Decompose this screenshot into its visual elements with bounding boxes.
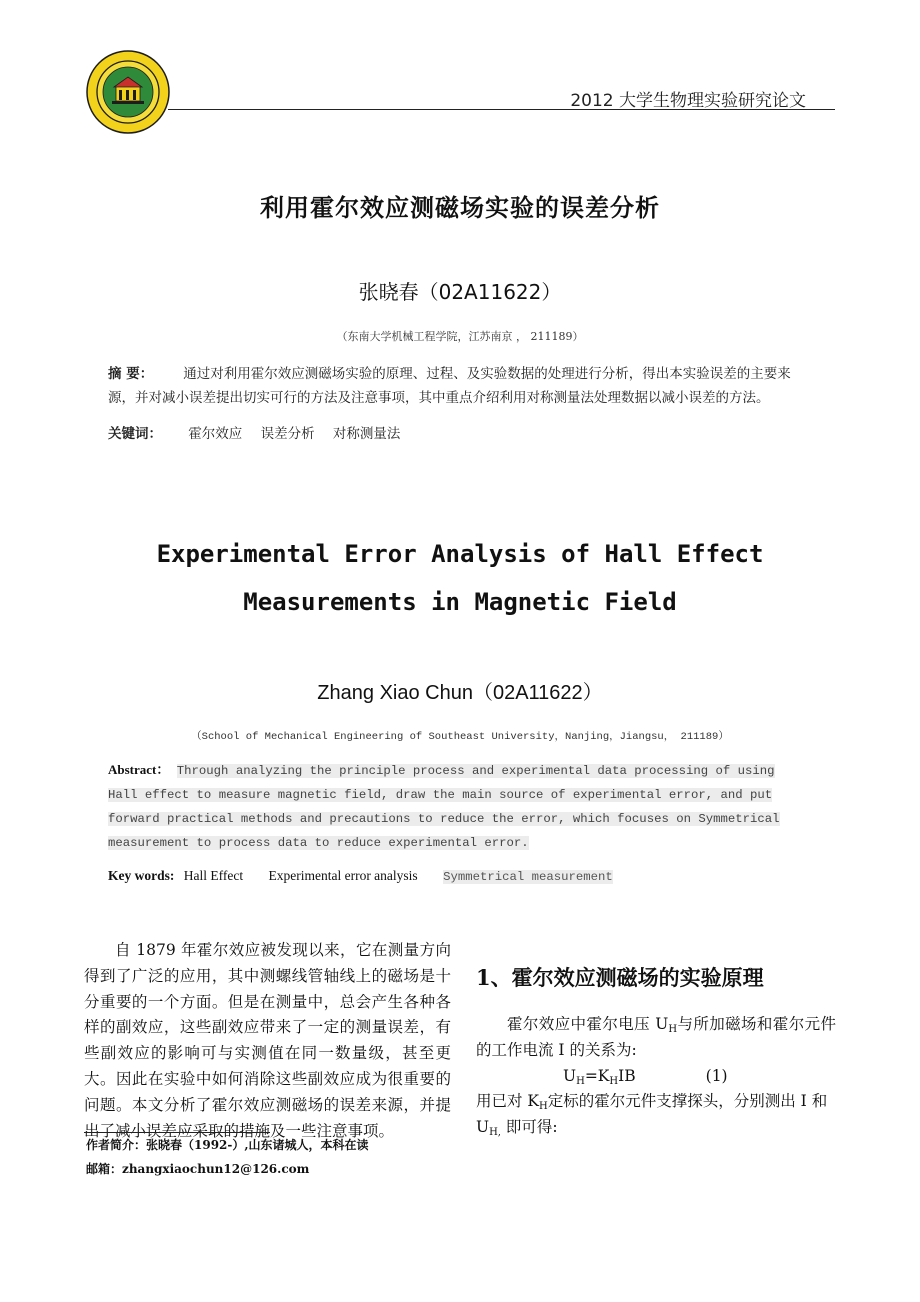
english-keywords-label: Key words:	[108, 868, 175, 883]
chinese-abstract-label: 摘 要：	[108, 366, 154, 382]
footnote-email: 邮箱：zhangxiaochun12@126.com	[86, 1162, 310, 1176]
chinese-keywords	[108, 422, 808, 442]
english-title	[0, 530, 920, 626]
english-affiliation: （School of Mechanical Engineering of Southeast University，Nanjing，Jiangsu， 211189）	[191, 731, 729, 743]
footnote-author: 作者简介：张晓春（1992-）,山东诸城人，本科在读	[86, 1138, 369, 1152]
principle-paragraph-2: 用已对 $K_H$定标的霍尔元件支撑探头，分别测出 I 和 $U_{H,}$ 即可得:	[476, 1092, 828, 1139]
chinese-keyword: 对称测量法	[332, 426, 401, 442]
english-abstract	[108, 758, 808, 855]
english-title-line-1: Experimental Error Analysis of Hall Effect	[156, 540, 764, 568]
english-abstract-text: Through analyzing the principle process and experimental data processing of using Hall effect to measure magnetic field, draw the main source of experimental error, and put forward practical methods and precautions to reduce the error, which focuses on Symmetrical measurement to process data to reduce experimental error.	[108, 764, 780, 850]
intro-paragraph: 自 1879 年霍尔效应被发现以来，它在测量方向得到了广泛的应用，其中测螺线管轴线上的磁场是十分重要的一个方面。但是在测量中，总会产生各种各样的副效应，这些副效应带来了一定的测量误差，有些副效应的影响可与实测值在同一数量级，甚至更大。因此在实验中如何消除这些副效应成为很重要的问题。本文分析了霍尔效应测磁场的误差来源，并提出了减小误差应采取的措施及一些注意事项。	[84, 941, 451, 1140]
section-heading: 1、霍尔效应测磁场的实验原理	[476, 965, 764, 990]
principle-paragraph: 霍尔效应中霍尔电压 $U_H$与所加磁场和霍尔元件的工作电流 I 的关系为:	[476, 1015, 836, 1059]
principle-column	[476, 1012, 836, 1141]
english-keyword: Hall Effect	[183, 868, 244, 883]
chinese-abstract	[108, 362, 808, 410]
footnote-rule	[84, 1132, 270, 1133]
journal-title: 2012 大学生物理实验研究论文	[570, 91, 806, 111]
chinese-title: 利用霍尔效应测磁场实验的误差分析	[260, 194, 660, 222]
english-keyword: Experimental error analysis	[268, 868, 418, 883]
english-title-line-2: Measurements in Magnetic Field	[243, 588, 677, 616]
chinese-keyword: 霍尔效应	[188, 426, 243, 442]
chinese-keyword: 误差分析	[260, 426, 315, 442]
english-author: Zhang Xiao Chun（02A11622）	[317, 682, 603, 704]
intro-column	[84, 938, 451, 1144]
english-keywords	[108, 868, 828, 884]
chinese-keywords-label: 关键词：	[108, 426, 162, 442]
chinese-abstract-text: 通过对利用霍尔效应测磁场实验的原理、过程、及实验数据的处理进行分析，得出本实验误差的主要来源，并对减小误差提出切实可行的方法及注意事项，其中重点介绍利用对称测量法处理数据以减小误差的方法。	[108, 366, 791, 406]
chinese-affiliation: （东南大学机械工程学院，江苏南京 ， 211189）	[336, 330, 584, 343]
english-abstract-label: Abstract：	[108, 762, 170, 777]
english-keyword: Symmetrical measurement	[443, 870, 613, 884]
equation-1: $U_H=K_HIB$ (1)	[476, 1064, 836, 1090]
chinese-author: 张晓春（02A11622）	[358, 280, 562, 304]
equation-number: (1)	[705, 1066, 728, 1085]
